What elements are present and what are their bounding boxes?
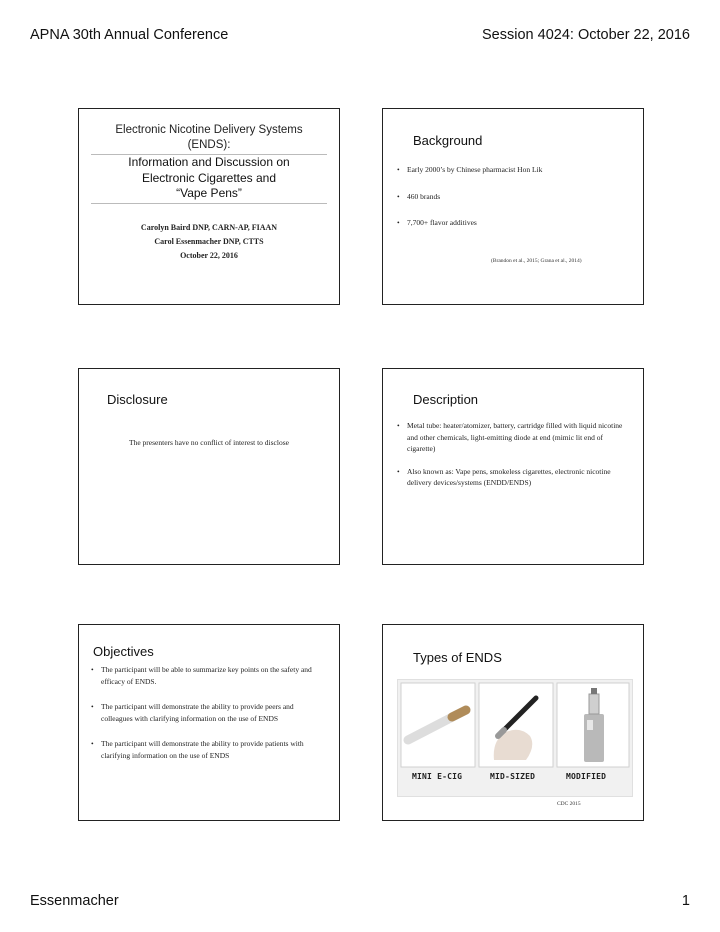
caption-mini-e-cig: MINI E-CIG: [412, 772, 463, 781]
bullet-item: • Metal tube: heater/atomizer, battery, cartridge filled with liquid nicotine and other chemicals, light-emitting diode at end (mimic lit end of cigarette): [397, 420, 629, 455]
slide-title: [78, 108, 340, 305]
slide-title-heading: [89, 123, 329, 153]
footer-presenter: Essenmacher: [30, 893, 119, 909]
citation: (Brandon et al., 2015; Grana et al., 2014): [491, 258, 582, 264]
bullet-item: • 460 brands: [397, 191, 629, 203]
slide-background: [382, 108, 644, 305]
slide-types-of-ends: [382, 624, 644, 821]
author-2: Carol Essenmacher DNP, CTTS: [154, 237, 264, 246]
title-line-2: (ENDS):: [187, 139, 231, 151]
slide-heading: Disclosure: [107, 392, 168, 407]
bullet-item: • Also known as: Vape pens, smokeless cigarettes, electronic nicotine delivery devices/systems (ENDD/ENDS): [397, 466, 629, 489]
title-divider-bottom: [91, 203, 327, 204]
slide-description: [382, 368, 644, 565]
title-line-1: Electronic Nicotine Delivery Systems: [115, 124, 303, 136]
caption-mid-sized: MID-SIZED: [490, 772, 536, 781]
subtitle-line-1: Information and Discussion on: [128, 155, 290, 169]
slide-heading: Description: [413, 392, 479, 407]
bullet-item: • The participant will be able to summarize key points on the safety and efficacy of ENDS.: [91, 664, 317, 687]
footer-page-number: 1: [681, 893, 690, 909]
slide-heading: Background: [413, 133, 483, 148]
slide-subtitle: [89, 155, 329, 202]
image-credit: CDC 2015: [557, 801, 581, 807]
header-session-info: Session 4024: October 22, 2016: [482, 27, 690, 43]
slide-heading: Objectives: [93, 644, 154, 659]
bullet-list: [397, 164, 629, 229]
author-list: [89, 221, 329, 263]
subtitle-line-2: Electronic Cigarettes and: [141, 170, 277, 185]
disclosure-statement: The presenters have no conflict of interest to disclose: [129, 438, 289, 447]
presentation-date: October 22, 2016: [180, 251, 238, 260]
bullet-list: [91, 664, 317, 761]
subtitle-line-3: “Vape Pens”: [176, 186, 242, 200]
ends-devices-image: [397, 679, 633, 797]
slide-objectives: [78, 624, 340, 821]
bullet-item: • The participant will demonstrate the ability to provide patients with clarifying information on the use of ENDS: [91, 738, 317, 761]
slide-disclosure: [78, 368, 340, 565]
author-1: Carolyn Baird DNP, CARN-AP, FIAAN: [140, 223, 278, 232]
caption-modified: MODIFIED: [566, 772, 607, 781]
bullet-item: • The participant will demonstrate the ability to provide peers and colleagues with clarifying information on the use of ENDS: [91, 701, 317, 724]
bullet-item: • 7,700+ flavor additives: [397, 217, 629, 229]
slide-heading: Types of ENDS: [413, 650, 502, 665]
bullet-item: • Early 2000’s by Chinese pharmacist Hon Lik: [397, 164, 629, 176]
header-conference-title: APNA 30th Annual Conference: [30, 27, 229, 43]
bullet-list: [397, 420, 629, 489]
